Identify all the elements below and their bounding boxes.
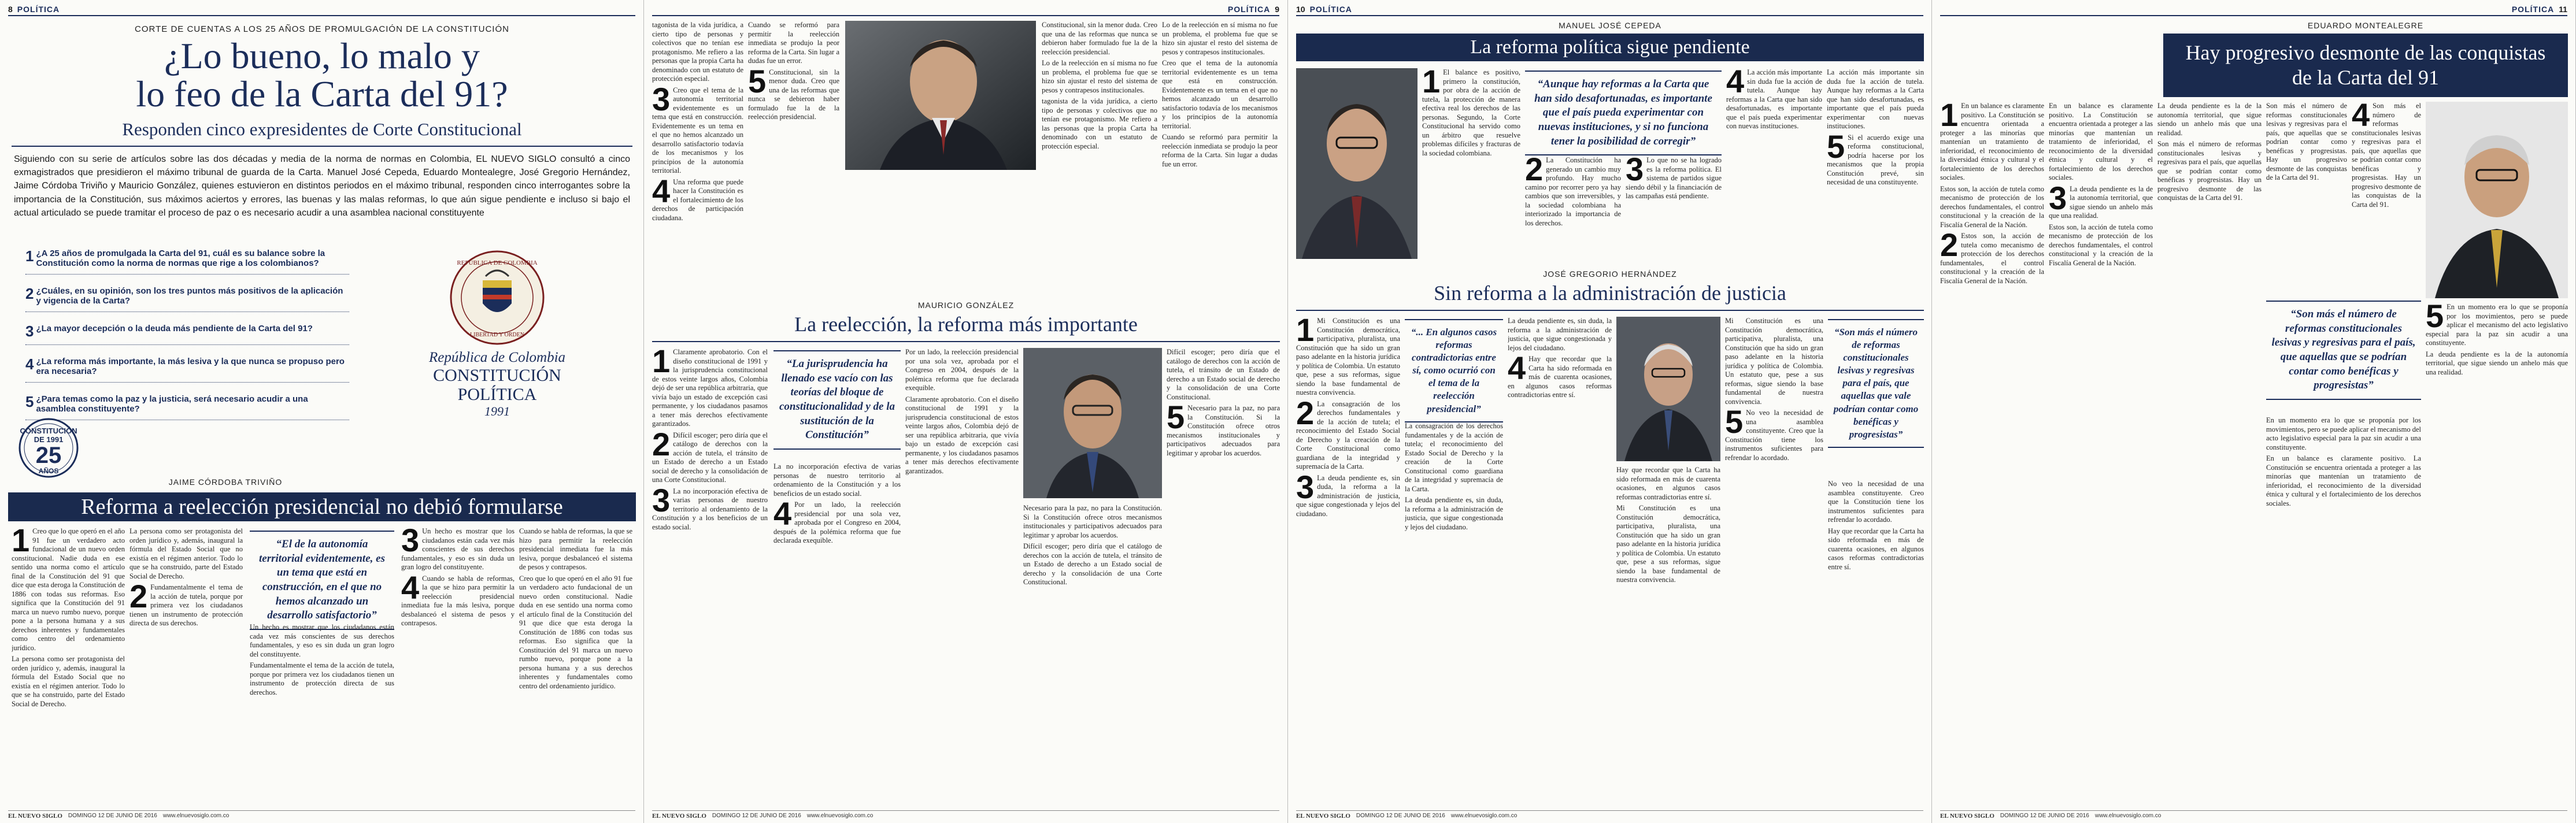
footer-date: DOMINGO 12 DE JUNIO DE 2016 — [2000, 813, 2089, 819]
column-text: Mi Constitución es una Constitución democrática, participativa, pluralista, una Constitución que ha sido un gran paso adelante en la historia jurídica y política de Colombia. Un estatuto que, pese a sus reformas, sigue siendo la base fundamental de nuestra convivencia. — [1616, 504, 1720, 584]
column-text: Cuando se reformó para permitir la reelección inmediata se produjo la peor reforma de la Carta. Sin lugar a dudas fue un error. — [748, 21, 839, 65]
section-label: POLÍTICA — [17, 5, 60, 14]
column-text: Hay que recordar que la Carta ha sido reformada en más de cuarenta ocasiones, en algunos casos reformas contradictorias entre sí. — [1616, 466, 1720, 501]
column-text: No veo la necesidad de una asamblea constituyente. Creo que la Constitución tiene los instrumentos suficientes para refrendar lo acordado. — [1828, 480, 1924, 524]
question-text: ¿La mayor decepción o la deuda más pendiente de la Carta del 91? — [36, 324, 313, 333]
column-text: La deuda pendiente es, sin duda, la reforma a la administración de justicia, que sigue congestionada y lejos del ciudadano. — [1405, 496, 1503, 531]
page-footer — [652, 810, 1279, 821]
article-column — [1042, 21, 1157, 298]
logo-constitucion-text: CONSTITUCIÓN — [433, 366, 561, 385]
column-text: La deuda pendiente es, sin duda, la reforma a la administración de justicia, que sigue congestionada y lejos del ciudadano. — [1508, 317, 1612, 352]
article-lede: Siguiendo con su serie de artículos sobre las dos décadas y media de la norma de normas en Colombia, EL NUEVO SIGLO consultó a cinco exmagistrados que presidieron el máximo tribunal de guarda de la Carta. Manuel José Cepeda, Eduardo Montealegre, José Gregorio Hernández, Jaime Córdoba Triviño y Mauricio González, quienes estuvieron en distintos periodos en el máximo tribunal, responden cinco interrogantes sobre la importancia de la Constitución, sus máximos aciertos y errores, las buenas y las malas reformas, lo que aún sigue pendiente e incluso si bajo el actual articulado se puede tramitar el proceso de paz o es necesario acudir a una asamblea nacional constituyente — [14, 154, 630, 218]
column-text: Cuando se habla de reformas, la que se hizo para permitir la reelección presidencial inmediata fue la más lesiva, porque desbalanceó el sistema de pesos y contrapesos. — [519, 527, 632, 571]
column-text: Un hecho es mostrar que los ciudadanos están cada vez más conscientes de sus derechos fundamentales, y eso es sin duda un gran logro del constituyente. — [401, 527, 515, 571]
article-column: La persona como ser protagonista del orden jurídico y, además, inaugural la fórmula del Estado Social que no existía en el régimen anterior. Todo lo que se ha construido, parte del Estado Social de Derecho. 2 Fundamentalmente el tema de la acción de tutela, porque por primera vez los ciudadanos tienen un instrumento de protección directa de sus derechos. — [129, 527, 243, 627]
question-item — [25, 357, 349, 383]
person-photo-icon — [1616, 317, 1720, 461]
article-column — [519, 527, 632, 806]
column-text: Creo que el tema de la autonomía territorial evidentemente es un tema que está en construcción. Evidentemente es un tema en el que no hemos alcanzado un desarrollo satisfactorio todavía de los mecanismos y los principios de la autonomía territorial. — [652, 86, 743, 175]
byline: MANUEL JOSÉ CEPEDA — [1559, 21, 1661, 30]
pull-quote: “Son más el número de reformas constitucionales lesivas y regresivas para el país, que aquellas que vale podrían contar como benéficas y progresistas” — [1828, 319, 1924, 448]
article-column: 1 En un balance es claramente positivo. La Constitución se encuentra orientada a proteger a las minorías que mantenían un tratamiento de inferioridad, el reconocimiento de la diversidad étnica y cultural y el fortalecimiento de los derechos sociales. Estos son, la acción de tutela como mecanismo de protección de los derechos fundamentales, el control constitucional y la creación de la Fiscalía General de la Nación. 2 Estos son, la acción de tutela como mecanismo de protección de los derechos fundamentales, el control constitucional y la creación de la Fiscalía General de la Nación. — [1940, 102, 2044, 285]
column-text: Cuando se reformó para permitir la reelección inmediata se produjo la peor reforma de la Carta. Sin lugar a dudas fue un error. — [1162, 133, 1278, 168]
headline-line-2: lo feo de la Carta del 91? — [136, 73, 508, 114]
footer-date: DOMINGO 12 DE JUNIO DE 2016 — [712, 813, 801, 819]
portrait-photo — [1296, 68, 1417, 259]
column-text: Cuando se habla de reformas, la que se hizo para permitir la reelección presidencial inmediata fue la más lesiva, porque desbalanceó el sistema de pesos y contrapesos. — [401, 574, 515, 627]
page-folio — [1296, 3, 1923, 16]
byline: JAIME CÓRDOBA TRIVIÑO — [168, 477, 283, 487]
article-column — [905, 348, 1019, 806]
section-label: POLÍTICA — [2511, 5, 2555, 14]
column-text: La deuda pendiente es la de la autonomía territorial, que sigue siendo un anhelo más que una realidad. — [2426, 350, 2568, 376]
article-column — [250, 623, 394, 806]
article-column: 5 En un momento era lo que se proponía por los movimientos, pero se puede aplicar el mecanismo del acto legislativo especial para la paz sin acudir a una constituyente. La deuda pendiente es la de la autonomía territorial, que sigue siendo un anhelo más que una realidad. — [2426, 303, 2568, 376]
column-text: La Constitución ha generado un cambio muy profundo. Hay mucho camino por recorrer pero ya hay cambios que son irreversibles, y la sociedad colombiana ha interiorizado la importancia de los derechos. — [1525, 156, 1621, 227]
article-headline: La reelección, la reforma más importante — [794, 313, 1138, 336]
article-column: Cuando se reformó para permitir la reelección inmediata se produjo la peor reforma de la Carta. Sin lugar a dudas fue un error. 5 Constitucional, sin la menor duda. Creo que una de las reformas que nunca se debieron haber formulado fue la de la reelección presidencial. — [748, 21, 839, 121]
badge-top-text: CONSTITUCIÓN DE 1991 — [20, 427, 77, 444]
section-label: POLÍTICA — [1227, 5, 1271, 14]
column-text: La persona como ser protagonista del orden jurídico y, además, inaugural la fórmula del Estado Social que no existía en el régimen anterior. Todo lo que se ha construido, parte del Estado Social de Derecho. — [129, 527, 243, 580]
column-text: Lo de la reelección en sí misma no fue un problema, el problema fue que se hizo sin ajustar el resto del sistema de pesos y contrapesos institucionales. — [1042, 59, 1157, 94]
column-text: Difícil escoger; pero diría que el catálogo de derechos con la acción de tutela, el tránsito de un Estado de derecho a un Estado social de derecho y la consolidación de una Corte Constitucional. — [652, 431, 768, 484]
column-text: La acción más importante sin duda fue la acción de tutela. Aunque hay reformas a la Carta que han sido desafortunadas, es importante que el país pueda experimentar con nuevas instituciones. — [1726, 68, 1822, 130]
column-text: Creo que lo que operó en el año 91 fue un verdadero acto fundacional de un nuevo orden constitucional. Nadie duda en ese sentido una norma como el artículo final de la Constitución del 91 que dice que esta deroga la Constitución de 1886 con todas sus reformas. Eso significa que la Constitución del 91 marca un nuevo rumbo nuevo, porque pone a la persona humana y a sus derechos inherentes y fundamentales como centro del ordenamiento jurídico. — [519, 574, 632, 690]
footer-site: www.elnuevosiglo.com.co — [2094, 813, 2162, 819]
page-footer — [1296, 810, 1923, 821]
article-column: Mi Constitución es una Constitución democrática, participativa, pluralista, una Constitución que ha sido un gran paso adelante en la historia jurídica y política de Colombia. Un estatuto que, pese a sus reformas, sigue siendo la base fundamental de nuestra convivencia. 5 No veo la necesidad de una asamblea constituyente. Creo que la Constitución tiene los instrumentos suficientes para refrendar lo acordado. — [1725, 317, 1823, 462]
seal-bottom-text: LIBERTAD Y ORDEN — [470, 332, 524, 338]
person-photo-icon — [845, 21, 1036, 170]
column-text: Claramente aprobatorio. Con el diseño constitucional de 1991 y la jurisprudencia constitucional de estos veinte largos años, Colombia dejó de ser una república arbitraria, que vivía bajo un estado de excepción casi permanente, y los ciudadanos pasamos a tener más derechos efectivamente garantizados. — [652, 348, 768, 428]
constitution-logo — [370, 249, 624, 419]
headline-line-1: ¿Lo bueno, lo malo y — [164, 35, 480, 76]
pull-quote: “La jurisprudencia ha llenado ese vacío con las teorías del bloque de constitucionalidad y de la sustitución de la Constitución” — [773, 350, 901, 450]
page-number: 8 — [8, 5, 13, 14]
section-band-headline: Reforma a reelección presidencial no debió formularse — [8, 492, 636, 521]
column-text: La deuda pendiente es la de la autonomía territorial, que sigue siendo un anhelo más que una realidad. — [2049, 184, 2153, 220]
column-text: Son más el número de reformas constitucionales lesivas y regresivas para el país, que aquellas que se podrían contar como benéficas y progresistas. Hay un progresivo desmonte de las conquistas de la Carta del 91. — [2266, 102, 2347, 181]
column-text: Lo de la reelección en sí misma no fue un problema, el problema fue que se hizo sin ajustar el resto del sistema de pesos y contrapesos institucionales. — [1162, 21, 1278, 56]
footer-brand: EL NUEVO SIGLO — [8, 812, 62, 820]
column-text: No veo la necesidad de una asamblea constituyente. Creo que la Constitución tiene los instrumentos suficientes para refrendar lo acordado. — [1725, 409, 1823, 462]
column-text: La persona como ser protagonista del orden jurídico y, además, inaugural la fórmula del Estado Social que no existía en el régimen anterior. Todo lo que se ha construido, parte del Estado Social de Derecho. — [12, 655, 125, 708]
footer-date: DOMINGO 12 DE JUNIO DE 2016 — [68, 813, 157, 819]
article-column: 2 La Constitución ha generado un cambio muy profundo. Hay mucho camino por recorrer pero ya hay cambios que son irreversibles, y la sociedad colombiana ha interiorizado la importancia de los derechos. — [1525, 156, 1621, 227]
column-text: Por un lado, la reelección presidencial por una sola vez, aprobada por el Congreso en 2004, después de la polémica reforma que fue declarada exequible. — [773, 501, 901, 544]
column-text: La no incorporación efectiva de varias personas de nuestro territorio al ordenamiento de la Constitución y a los beneficios de un estado social. — [773, 462, 901, 498]
byline: JOSÉ GREGORIO HERNÁNDEZ — [1543, 269, 1677, 279]
article-column — [2266, 416, 2421, 806]
newspaper-page-10 — [1288, 0, 1932, 823]
page-folio — [8, 3, 635, 16]
column-text: En un balance es claramente positivo. La Constitución se encuentra orientada a proteger a las minorías que mantenían un tratamiento de inferioridad, el reconocimiento de la diversidad étnica y cultural y el fortalecimiento de los derechos sociales. — [2266, 454, 2421, 507]
column-text: Lo que no se ha logrado es la reforma política. El sistema de partidos sigue siendo débil y la financiación de las campañas está pendiente. — [1626, 156, 1722, 200]
badge-number: 25 — [35, 443, 62, 468]
column-text: Constitucional, sin la menor duda. Creo que una de las reformas que nunca se debieron haber formulado fue la de la reelección presidencial. — [1042, 21, 1157, 56]
newspaper-page-9 — [644, 0, 1288, 823]
article-column — [2157, 102, 2262, 806]
article-column: Difícil escoger; pero diría que el catálogo de derechos con la acción de tutela, el tránsito de un Estado de derecho a un Estado social de derecho y la consolidación de una Corte Constitucional. 5 Necesario para la paz, no para la Constitución. Si la Constitución ofrece otros mecanismos institucionales y participativos adecuados para legitimar y aprobar los acuerdos. — [1167, 348, 1280, 457]
column-text: Creo que lo que operó en el año 91 fue un verdadero acto fundacional de un nuevo orden constitucional. Nadie duda en ese sentido una norma como el artículo final de la Constitución del 91 que dice que esta deroga la Constitución de 1886 con todas sus reformas. Eso significa que la Constitución del 91 marca un nuevo rumbo nuevo, porque pone a la persona humana y a sus derechos inherentes y fundamentales como centro del ordenamiento jurídico. — [12, 527, 125, 652]
question-number: 3 — [25, 322, 34, 340]
footer-site: www.elnuevosiglo.com.co — [162, 813, 230, 819]
question-text: ¿Cuáles, en su opinión, son los tres puntos más positivos de la aplicación y vigencia de la Carta? — [36, 286, 343, 306]
article-column: 4 La acción más importante sin duda fue la acción de tutela. Aunque hay reformas a la Carta que han sido desafortunadas, es importante que el país pueda experimentar con nuevas instituciones. — [1726, 68, 1822, 130]
column-text: En un momento era lo que se proponía por los movimientos, pero se puede aplicar el mecanismo del acto legislativo especial para la paz sin acudir a una constituyente. — [2426, 303, 2568, 347]
page-footer — [1940, 810, 2567, 821]
footer-site: www.elnuevosiglo.com.co — [806, 813, 874, 819]
column-text: La deuda pendiente es, sin duda, la reforma a la administración de justicia, que sigue congestionada y lejos del ciudadano. — [1296, 473, 1400, 518]
column-text: Difícil escoger; pero diría que el catálogo de derechos con la acción de tutela, el tránsito de un Estado de derecho a un Estado social de derecho y la consolidación de una Corte Constitucional. — [1167, 348, 1280, 401]
column-text: Por un lado, la reelección presidencial por una sola vez, aprobada por el Congreso en 2004, después de la polémica reforma que fue declarada exequible. — [905, 348, 1019, 392]
column-text: La consagración de los derechos fundamentales y de la acción de tutela; el reconocimiento del Estado Social de Derecho y la creación de la Corte Constitucional como guardiana de la integridad y supremacía de la Carta. — [1405, 422, 1503, 493]
column-text: El balance es positivo, primero la constitución, por obra de la acción de tutela, la protección de manera efectiva real los derechos de las personas. Segundo, la Corte Constitucional ha servido como un árbitro que resuelve problemas difíciles y fracturas de la sociedad colombiana. — [1422, 68, 1520, 157]
article-column: 1 Claramente aprobatorio. Con el diseño constitucional de 1991 y la jurisprudencia constitucional de estos veinte largos años, Colombia dejó de ser una república arbitraria, que vivía bajo un estado de excepción casi permanente, y los ciudadanos pasamos a tener más derechos efectivamente garantizados. 2 Difícil escoger; pero diría que el catálogo de derechos con la acción de tutela, el tránsito de un Estado de derecho a un Estado social de derecho y la consolidación de una Corte Constitucional. 3 La no incorporación efectiva de varias personas de nuestro territorio al ordenamiento de la Constitución y a los beneficios de un estado social. — [652, 348, 768, 531]
portrait-photo — [1023, 348, 1162, 498]
article-column: 4 Son más el número de reformas constitucionales lesivas y regresivas para el país, que aquellas que se podrían contar como benéficas y progresistas. Hay un progresivo desmonte de las conquistas de la Carta del 91. — [2352, 102, 2421, 209]
question-text: ¿La reforma más importante, la más lesiva y la que nunca se propuso pero era necesaria? — [36, 357, 345, 376]
question-list — [25, 249, 349, 432]
pull-quote: “Son más el número de reformas constitucionales lesivas y regresivas para el país, que aquellas que se podrían contar como benéficas y progresistas” — [2266, 301, 2421, 400]
article-column: 1 El balance es positivo, primero la constitución, por obra de la acción de tutela, la protección de manera efectiva real los derechos de las personas. Segundo, la Corte Constitucional ha servido como un árbitro que resuelve problemas difíciles y fracturas de la sociedad colombiana. — [1422, 68, 1520, 157]
section-band-headline: La reforma política sigue pendiente — [1296, 34, 1924, 61]
question-number: 2 — [25, 285, 34, 302]
column-text: En un momento era lo que se proponía por los movimientos, pero se puede aplicar el mecanismo del acto legislativo especial para la paz sin acudir a una constituyente. — [2266, 416, 2421, 451]
article-column — [1162, 21, 1278, 298]
byline: EDUARDO MONTEALEGRE — [2307, 21, 2424, 30]
article-column: La no incorporación efectiva de varias personas de nuestro territorio al ordenamiento de la Constitución y a los beneficios de un estado social. 4 Por un lado, la reelección presidencial por una sola vez, aprobada por el Congreso en 2004, después de la polémica reforma que fue declarada exequible. — [773, 462, 901, 544]
section-label: POLÍTICA — [1309, 5, 1352, 14]
question-item — [25, 324, 349, 345]
article-column: 1 Creo que lo que operó en el año 91 fue un verdadero acto fundacional de un nuevo orden constitucional. Nadie duda en ese sentido una norma como el artículo final de la Constitución del 91 que dice que esta deroga la Constitución de 1886 con todas sus reformas. Eso significa que la Constitución del 91 marca un nuevo rumbo nuevo, porque pone a la persona humana y a sus derechos inherentes y fundamentales como centro del ordenamiento jurídico. La persona como ser protagonista del orden jurídico y, además, inaugural la fórmula del Estado Social que no existía en el régimen anterior. Todo lo que se ha construido, parte del Estado Social de Derecho. — [12, 527, 125, 708]
question-item — [25, 286, 349, 312]
column-text: Mi Constitución es una Constitución democrática, participativa, pluralista, una Constitución que ha sido un gran paso adelante en la historia jurídica y política de Colombia. Un estatuto que, pese a sus reformas, sigue siendo la base fundamental de nuestra convivencia. — [1296, 317, 1400, 396]
column-text: Creo que el tema de la autonomía territorial evidentemente es un tema que está en construcción. Evidentemente es un tema en el que no hemos alcanzado un desarrollo satisfactorio todavía de los mecanismos y los principios de la autonomía territorial. — [1162, 59, 1278, 130]
column-text: La deuda pendiente es la de la autonomía territorial, que sigue siendo un anhelo más que una realidad. — [2157, 102, 2262, 137]
article-column: En un balance es claramente positivo. La Constitución se encuentra orientada a proteger a las minorías que mantenían un tratamiento de inferioridad, el reconocimiento de la diversidad étnica y cultural y el fortalecimiento de los derechos sociales. 3 La deuda pendiente es la de la autonomía territorial, que sigue siendo un anhelo más que una realidad. Estos son, la acción de tutela como mecanismo de protección de los derechos fundamentales, el control constitucional y la creación de la Fiscalía General de la Nación. — [2049, 102, 2153, 267]
seal-top-text: REPÚBLICA DE COLOMBIA — [457, 259, 538, 266]
logo-republic-text: República de Colombia — [428, 350, 566, 365]
newspaper-page-11 — [1932, 0, 2576, 823]
article-column: La deuda pendiente es, sin duda, la reforma a la administración de justicia, que sigue congestionada y lejos del ciudadano. 4 Hay que recordar que la Carta ha sido reformada en más de cuarenta ocasiones, en algunos casos reformas contradictorias entre sí. — [1508, 317, 1612, 399]
newspaper-page-8 — [0, 0, 644, 823]
column-text: Fundamentalmente el tema de la acción de tutela, porque por primera vez los ciudadanos tienen un instrumento de protección directa de sus derechos. — [129, 583, 243, 627]
column-text: tagonista de la vida jurídica, a cierto tipo de personas y colectivos que no tenían ese protagonismo. Me refiero a las personas que la propia Carta ha denominado con un estatuto de protección especial. — [652, 21, 743, 83]
footer-site: www.elnuevosiglo.com.co — [1450, 813, 1518, 819]
byline: MAURICIO GONZÁLEZ — [917, 301, 1015, 310]
article-headline: Sin reforma a la administración de justicia — [1434, 281, 1786, 305]
page-number: 11 — [2559, 5, 2567, 14]
column-text: Estos son, la acción de tutela como mecanismo de protección de los derechos fundamentales, el control constitucional y la creación de la Fiscalía General de la Nación. — [1940, 232, 2044, 285]
column-text: Necesario para la paz, no para la Constitución. Si la Constitución ofrece otros mecanismos institucionales y participativos adecuados para legitimar y aprobar los acuerdos. — [1023, 504, 1162, 539]
article-column: La acción más importante sin duda fue la acción de tutela. Aunque hay reformas a la Carta que han sido desafortunadas, es importante que el país pueda experimentar con nuevas instituciones. 5 Si el acuerdo exige una reforma constitucional, podría hacerse por los mecanismos que la propia Constitución prevé, sin necesidad de una constituyente. — [1827, 68, 1924, 186]
page-folio — [1940, 3, 2567, 16]
column-text: Hay que recordar que la Carta ha sido reformada en más de cuarenta ocasiones, en algunos casos reformas contradictorias entre sí. — [1828, 527, 1924, 571]
question-number: 5 — [25, 393, 34, 410]
article-column: tagonista de la vida jurídica, a cierto tipo de personas y colectivos que no tenían ese protagonismo. Me refiero a las personas que la propia Carta ha denominado con un estatuto de protección especial. 3 Creo que el tema de la autonomía territorial evidentemente es un tema que está en construcción. Evidentemente es un tema en el que no hemos alcanzado un desarrollo satisfactorio todavía de los mecanismos y los principios de la autonomía territorial. 4 Una reforma que puede hacer la Constitución es el fortalecimiento de los derechos de participación ciudadana. — [652, 21, 743, 222]
anniversary-badge — [14, 416, 83, 483]
question-text: ¿A 25 años de promulgada la Carta del 91, cuál es su balance sobre la Constitución como la norma de normas que rige a los colombianos? — [36, 249, 325, 268]
question-item — [25, 249, 349, 275]
article-column: 1 Mi Constitución es una Constitución democrática, participativa, pluralista, una Constitución que ha sido un gran paso adelante en la historia jurídica y política de Colombia. Un estatuto que, pese a sus reformas, sigue siendo la base fundamental de nuestra convivencia. 2 La consagración de los derechos fundamentales y de la acción de tutela; el reconocimiento del Estado Social de Derecho y la creación de la Corte Constitucional como guardiana de la integridad y supremacía de la Carta. 3 La deuda pendiente es, sin duda, la reforma a la administración de justicia, que sigue congestionada y lejos del ciudadano. — [1296, 317, 1400, 518]
footer-brand: EL NUEVO SIGLO — [1940, 812, 1994, 820]
divider — [652, 341, 1280, 342]
footer-brand: EL NUEVO SIGLO — [1296, 812, 1350, 820]
column-text: Claramente aprobatorio. Con el diseño constitucional de 1991 y la jurisprudencia constitucional de estos veinte largos años, Colombia dejó de ser una república arbitraria, que vivía bajo un estado de excepción casi permanente, y los ciudadanos pasamos a tener más derechos efectivamente garantizados. — [905, 395, 1019, 475]
question-text: ¿Para temas como la paz y la justicia, será necesario acudir a una asamblea constituyente? — [36, 394, 308, 414]
column-text: La no incorporación efectiva de varias personas de nuestro territorio al ordenamiento de la Constitución y a los beneficios de un estado social. — [652, 487, 768, 531]
pull-quote: “... En algunos casos reformas contradictorias entre sí, como ocurrió con el tema de la reelección presidencial” — [1405, 319, 1503, 422]
divider — [1296, 310, 1924, 311]
column-text: La consagración de los derechos fundamentales y de la acción de tutela; el reconocimiento del Estado Social de Derecho y la creación de la Corte Constitucional como guardiana de la integridad y supremacía de la Carta. — [1296, 399, 1400, 470]
page-footer — [8, 810, 635, 821]
column-text: Fundamentalmente el tema de la acción de tutela, porque por primera vez los ciudadanos tienen un instrumento de protección directa de sus derechos. — [250, 661, 394, 696]
column-text: Si el acuerdo exige una reforma constitucional, podría hacerse por los mecanismos que la propia Constitución prevé, sin necesidad de una constituyente. — [1827, 133, 1924, 186]
page-number: 9 — [1275, 5, 1279, 14]
portrait-photo — [1616, 317, 1720, 461]
pull-quote: “Aunque hay reformas a la Carta que han sido desafortunadas, es importante que el país pueda experimentar con nuevas instituciones, y si no funciona tener la posibilidad de corregir” — [1525, 71, 1722, 155]
page-folio — [652, 3, 1279, 16]
page-number: 10 — [1296, 5, 1305, 14]
column-text: Estos son, la acción de tutela como mecanismo de protección de los derechos fundamentales, el control constitucional y la creación de la Fiscalía General de la Nación. — [1940, 184, 2044, 229]
portrait-photo — [845, 21, 1036, 170]
footer-brand: EL NUEVO SIGLO — [652, 812, 706, 820]
column-text: Son más el número de reformas constitucionales lesivas y regresivas para el país, que aquellas que se podrían contar como benéficas y progresistas. Hay un progresivo desmonte de las conquistas de la Carta del 91. — [2157, 140, 2262, 202]
article-column — [2266, 102, 2347, 287]
column-text: Difícil escoger; pero diría que el catálogo de derechos con la acción de tutela, el tránsito de un Estado de derecho a un Estado social de derecho y la consolidación de una Corte Constitucional. — [1023, 542, 1162, 586]
article-kicker: CORTE DE CUENTAS A LOS 25 AÑOS DE PROMULGACIÓN DE LA CONSTITUCIÓN — [135, 24, 509, 34]
question-number: 1 — [25, 247, 34, 265]
question-number: 4 — [25, 355, 34, 373]
column-text: Mi Constitución es una Constitución democrática, participativa, pluralista, una Constitución que ha sido un gran paso adelante en la historia jurídica y política de Colombia. Un estatuto que, pese a sus reformas, sigue siendo la base fundamental de nuestra convivencia. — [1725, 317, 1823, 406]
column-text: Necesario para la paz, no para la Constitución. Si la Constitución ofrece otros mecanismos institucionales y participativos adecuados para legitimar y aprobar los acuerdos. — [1167, 404, 1280, 457]
article-column — [1405, 422, 1503, 806]
column-text: tagonista de la vida jurídica, a cierto tipo de personas y colectivos que no tenían ese protagonismo. Me refiero a las personas que la propia Carta ha denominado con un estatuto de protección especial. — [1042, 97, 1157, 150]
footer-date: DOMINGO 12 DE JUNIO DE 2016 — [1356, 813, 1445, 819]
pull-quote: “El de la autonomía territorial evidentemente, es un tema que está en construcción, en el que no hemos alcanzado un desarrollo satisfactorio” — [250, 531, 394, 630]
person-photo-icon — [1296, 68, 1417, 259]
article-column: 3 Lo que no se ha logrado es la reforma política. El sistema de partidos sigue siendo débil y la financiación de las campañas está pendiente. — [1626, 156, 1722, 200]
column-text: En un balance es claramente positivo. La Constitución se encuentra orientada a proteger a las minorías que mantenían un tratamiento de inferioridad, el reconocimiento de la diversidad étnica y cultural y el fortalecimiento de los derechos sociales. — [1940, 102, 2044, 181]
article-column — [1023, 504, 1162, 806]
person-photo-icon — [2426, 102, 2568, 298]
column-text: Una reforma que puede hacer la Constitución es el fortalecimiento de los derechos de participación ciudadana. — [652, 177, 743, 222]
main-subtitle: Responden cinco expresidentes de Corte Constitucional — [122, 119, 522, 139]
column-text: Un hecho es mostrar que los ciudadanos están cada vez más conscientes de sus derechos fundamentales, y eso es sin duda un gran logro del constituyente. — [250, 623, 394, 658]
main-headline — [23, 37, 621, 113]
logo-year-text: 1991 — [484, 404, 510, 418]
article-column — [1616, 466, 1720, 806]
column-text: Estos son, la acción de tutela como mecanismo de protección de los derechos fundamentales, el control constitucional y la creación de la Fiscalía General de la Nación. — [2049, 223, 2153, 267]
column-text: Son más el número de reformas constitucionales lesivas y regresivas para el país, que aquellas que se podrían contar como benéficas y progresistas. Hay un progresivo desmonte de las conquistas de la Carta del 91. — [2352, 102, 2421, 209]
article-column: 3 Un hecho es mostrar que los ciudadanos están cada vez más conscientes de sus derechos fundamentales, y eso es sin duda un gran logro del constituyente. 4 Cuando se habla de reformas, la que se hizo para permitir la reelección presidencial inmediata fue la más lesiva, porque desbalanceó el sistema de pesos y contrapesos. — [401, 527, 515, 627]
coat-of-arms-icon — [370, 249, 624, 347]
column-text: Constitucional, sin la menor duda. Creo que una de las reformas que nunca se debieron haber formulado fue la de la reelección presidencial. — [748, 68, 839, 121]
divider — [12, 146, 632, 147]
logo-politica-text: POLÍTICA — [457, 385, 537, 404]
column-text: La acción más importante sin duda fue la acción de tutela. Aunque hay reformas a la Carta que han sido desafortunadas, es importante que el país pueda experimentar con nuevas instituciones. — [1827, 68, 1924, 130]
portrait-photo — [2426, 102, 2568, 298]
person-photo-icon — [1023, 348, 1162, 498]
section-band-headline: Hay progresivo desmonte de las conquistas de la Carta del 91 — [2163, 34, 2568, 97]
column-text: En un balance es claramente positivo. La Constitución se encuentra orientada a proteger a las minorías que mantenían un tratamiento de inferioridad, el reconocimiento de la diversidad étnica y cultural y el fortalecimiento de los derechos sociales. — [2049, 102, 2153, 181]
article-column — [1828, 480, 1924, 806]
badge-bottom-text: AÑOS — [38, 467, 59, 475]
column-text: Hay que recordar que la Carta ha sido reformada en más de cuarenta ocasiones, en algunos casos reformas contradictorias entre sí. — [1508, 355, 1612, 399]
